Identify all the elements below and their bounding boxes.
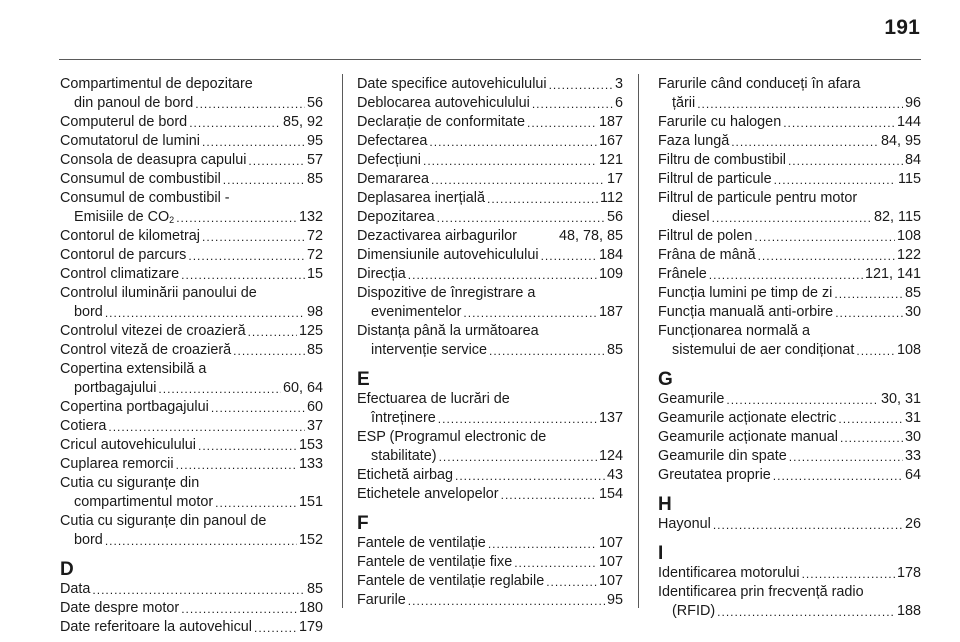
index-entry-heading (658, 583, 921, 602)
index-entry-text: Control climatizare (60, 266, 180, 282)
index-page-number: 64 (904, 467, 921, 483)
dot-leader (802, 568, 895, 581)
index-page-number: 154 (598, 486, 623, 502)
index-entry (357, 572, 623, 591)
index-page-number: 98 (306, 304, 323, 320)
index-page-number: 167 (598, 133, 623, 149)
index-entry-text: Deplasarea inerțială (357, 190, 485, 206)
index-entry-text: Date despre motor (60, 600, 180, 616)
dot-leader (774, 174, 896, 187)
dot-leader (439, 451, 597, 464)
index-entry (60, 493, 323, 512)
index-entry-text: Cotiera (60, 418, 107, 434)
index-page-number: 122 (896, 247, 921, 263)
index-entry-text: Date referitoare la autovehicul (60, 619, 252, 635)
index-entry-text: Compartimentul de depozitare (60, 76, 253, 92)
index-entry-heading (60, 474, 323, 493)
index-page-number: 43 (606, 467, 623, 483)
index-page-number: 179 (298, 619, 323, 635)
index-entry-heading (658, 75, 921, 94)
dot-leader (189, 117, 281, 130)
index-entry-text: Consumul de combustibil - (60, 190, 230, 206)
index-entry-text: bord (74, 304, 103, 320)
index-entry-text: portbagajului (74, 380, 157, 396)
index-entry (357, 75, 623, 94)
index-letter-heading: I (658, 543, 664, 564)
index-entry-heading (658, 189, 921, 208)
index-entry (60, 170, 323, 189)
dot-leader (429, 136, 597, 149)
index-entry-text: țării (672, 95, 696, 111)
dot-leader (408, 269, 597, 282)
index-entry-text: intervenție service (371, 342, 487, 358)
index-entry (60, 379, 323, 398)
dot-leader (438, 413, 597, 426)
dot-leader (437, 212, 605, 225)
index-entry-text: bord (74, 532, 103, 548)
dot-leader (92, 584, 305, 597)
index-entry-text: Depozitarea (357, 209, 435, 225)
index-entry-text: Hayonul (658, 516, 711, 532)
index-entry-heading (357, 428, 623, 447)
index-page-number: 187 (598, 304, 623, 320)
index-letter-heading: E (357, 369, 370, 390)
index-entry-text: Contorul de parcurs (60, 247, 187, 263)
index-entry-text: Dimensiunile autovehiculului (357, 247, 539, 263)
index-page-number: 72 (306, 228, 323, 244)
dot-leader (195, 98, 305, 111)
index-entry (357, 265, 623, 284)
index-page-number: 26 (904, 516, 921, 532)
index-entry-text: întreținere (371, 410, 436, 426)
index-page-number: 107 (598, 535, 623, 551)
index-entry-text: Consumul de combustibil (60, 171, 221, 187)
index-entry-heading (357, 284, 623, 303)
index-entry-text: Frâna de mână (658, 247, 756, 263)
dot-leader (532, 98, 613, 111)
index-entry (658, 227, 921, 246)
index-entry (357, 485, 623, 504)
index-page-number: 56 (606, 209, 623, 225)
index-entry-text: compartimentul motor (74, 494, 214, 510)
index-entry-text: Funcția manuală anti-orbire (658, 304, 834, 320)
index-page-number: 133 (298, 456, 323, 472)
index-entry (658, 447, 921, 466)
index-entry-text: Distanța până la următoarea (357, 323, 539, 339)
index-entry (357, 113, 623, 132)
index-entry (658, 170, 921, 189)
index-page-number: 56 (306, 95, 323, 111)
dot-leader (838, 413, 903, 426)
index-entry-text: Farurile când conduceți în afara (658, 76, 861, 92)
dot-leader (546, 576, 597, 589)
index-page-number: 153 (298, 437, 323, 453)
index-entry (60, 246, 323, 265)
dot-leader (731, 136, 879, 149)
index-entry-text: ESP (Programul electronic de (357, 429, 547, 445)
dot-leader (158, 383, 281, 396)
index-entry-text: Farurile (357, 592, 406, 608)
index-entry (60, 341, 323, 360)
index-page-number: 184 (598, 247, 623, 263)
index-entry (60, 417, 323, 436)
dot-leader (105, 535, 297, 548)
index-entry-text: Date specifice autovehiculului (357, 76, 547, 92)
dot-leader (455, 470, 605, 483)
index-entry-text: Filtru de combustibil (658, 152, 786, 168)
index-entry (658, 564, 921, 583)
index-page-number: 151 (298, 494, 323, 510)
dot-leader (541, 250, 597, 263)
dot-leader (713, 519, 903, 532)
index-entry (357, 553, 623, 572)
dot-leader (488, 538, 597, 551)
index-page-number: 85 (306, 581, 323, 597)
dot-leader (835, 307, 903, 320)
page-number: 191 (884, 16, 920, 39)
index-page-number: 57 (306, 152, 323, 168)
dot-leader (697, 98, 903, 111)
index-entry-text: din panoul de bord (74, 95, 194, 111)
index-entry (357, 341, 623, 360)
index-entry (658, 466, 921, 485)
dot-leader (783, 117, 895, 130)
dot-leader (408, 595, 605, 608)
index-entry (60, 398, 323, 417)
dot-leader (856, 345, 895, 358)
index-entry (357, 466, 623, 485)
index-entry-text: Filtrul de particule (658, 171, 772, 187)
index-entry-text: Geamurile acționate electric (658, 410, 837, 426)
column-divider-1 (342, 74, 343, 608)
index-page-number: 30, 31 (880, 391, 921, 407)
header-rule (59, 59, 921, 60)
dot-leader (198, 440, 297, 453)
index-entry-text: Computerul de bord (60, 114, 188, 130)
dot-leader (501, 489, 597, 502)
index-entry-text: Cricul autovehiculului (60, 437, 196, 453)
index-page-number: 37 (306, 418, 323, 434)
dot-leader (709, 269, 863, 282)
dot-leader (202, 231, 305, 244)
index-page-number: 107 (598, 573, 623, 589)
index-page-number: 3 (614, 76, 623, 92)
index-entry-text: Funcția lumini pe timp de zi (658, 285, 833, 301)
index-entry-heading (357, 390, 623, 409)
dot-leader (527, 117, 597, 130)
index-page-number: 85 (904, 285, 921, 301)
dot-leader (834, 288, 903, 301)
index-entry (357, 246, 623, 265)
index-entry-text: Etichetă airbag (357, 467, 453, 483)
dot-leader (248, 326, 297, 339)
index-page-number: 48, 78, 85 (558, 228, 623, 244)
index-entry-text: Etichetele anvelopelor (357, 486, 499, 502)
index-page-number: 85 (606, 342, 623, 358)
index-page-number: 72 (306, 247, 323, 263)
index-entry (357, 409, 623, 428)
index-entry-text: Filtrul de particule pentru motor (658, 190, 858, 206)
index-entry-text: Filtrul de polen (658, 228, 753, 244)
index-entry-text: Geamurile acționate manual (658, 429, 838, 445)
dot-leader (712, 212, 872, 225)
index-entry-text: Farurile cu halogen (658, 114, 782, 130)
index-entry (60, 151, 323, 170)
index-page-number: 30 (904, 429, 921, 445)
index-column-2 (357, 75, 623, 610)
dot-leader (463, 307, 597, 320)
dot-leader (431, 174, 605, 187)
index-page-number: 132 (298, 209, 323, 225)
index-entry-text: Consola de deasupra capului (60, 152, 247, 168)
column-divider-2 (638, 74, 639, 608)
index-entry-text: (RFID) (672, 603, 716, 619)
index-page-number: 85, 92 (282, 114, 323, 130)
index-entry-text: Geamurile (658, 391, 725, 407)
index-entry (60, 303, 323, 322)
index-entry (357, 170, 623, 189)
index-entry (658, 113, 921, 132)
index-entry-text: Dispozitive de înregistrare a (357, 285, 536, 301)
dot-leader (489, 345, 605, 358)
index-entry (60, 132, 323, 151)
index-entry (658, 602, 921, 621)
index-entry-text: Direcția (357, 266, 406, 282)
index-entry (60, 580, 323, 599)
dot-leader (215, 497, 297, 510)
dot-leader (788, 155, 903, 168)
index-entry-text: Cutia cu siguranțe din panoul de (60, 513, 267, 529)
index-entry (357, 151, 623, 170)
index-entry-heading (60, 360, 323, 379)
index-page-number: 112 (600, 190, 623, 206)
index-entry-text: diesel (672, 209, 710, 225)
index-entry-text: Emisiile de $CO_2$ (74, 209, 175, 225)
index-page-number: 17 (606, 171, 623, 187)
index-entry-text: Defectarea (357, 133, 428, 149)
index-entry (357, 94, 623, 113)
index-entry-heading (60, 512, 323, 531)
index-column-3 (658, 75, 921, 621)
dot-leader (181, 603, 297, 616)
index-entry-text: stabilitate) (371, 448, 437, 464)
dot-leader (223, 174, 305, 187)
index-page-number: 188 (896, 603, 921, 619)
index-page-number: 84 (904, 152, 921, 168)
index-entry-heading (357, 322, 623, 341)
index-entry (60, 436, 323, 455)
dot-leader (188, 250, 305, 263)
dot-leader (423, 155, 597, 168)
index-entry-text: Identificarea prin frecvență radio (658, 584, 864, 600)
dot-leader (758, 250, 895, 263)
index-entry (60, 455, 323, 474)
index-page-number: 187 (598, 114, 623, 130)
index-page-number: 121 (598, 152, 623, 168)
index-entry (658, 132, 921, 151)
index-entry (357, 447, 623, 466)
index-entry (658, 428, 921, 447)
index-entry (658, 208, 921, 227)
index-entry-text: Fantele de ventilație reglabile (357, 573, 545, 589)
index-page-number: 85 (306, 342, 323, 358)
index-page-number: 144 (896, 114, 921, 130)
index-entry (357, 227, 623, 246)
index-entry (357, 591, 623, 610)
index-letter-heading: H (658, 494, 672, 515)
index-entry (60, 265, 323, 284)
index-page-number: 96 (904, 95, 921, 111)
index-entry-text: Comutatorul de lumini (60, 133, 200, 149)
index-entry (60, 208, 323, 227)
dot-leader (233, 345, 305, 358)
index-entry-text: Controlul vitezei de croazieră (60, 323, 246, 339)
dot-leader (108, 421, 305, 434)
index-page-number: 15 (306, 266, 323, 282)
dot-leader (105, 307, 305, 320)
index-entry (60, 531, 323, 550)
index-entry (658, 303, 921, 322)
index-entry (658, 246, 921, 265)
index-page-number: 107 (598, 554, 623, 570)
index-page-number: 33 (904, 448, 921, 464)
index-entry-text: Identificarea motorului (658, 565, 800, 581)
dot-leader (789, 451, 903, 464)
index-page-number: 6 (614, 95, 623, 111)
index-entry (60, 227, 323, 246)
index-page-number: 60, 64 (282, 380, 323, 396)
index-entry-text: Copertina extensibilă a (60, 361, 207, 377)
index-entry-heading (658, 322, 921, 341)
index-entry (60, 113, 323, 132)
dot-leader (248, 155, 305, 168)
index-page-number: 82, 115 (874, 209, 921, 225)
index-entry-text: Data (60, 581, 91, 597)
index-page-number: 178 (896, 565, 921, 581)
index-entry-text: Faza lungă (658, 133, 730, 149)
index-column-1 (60, 75, 323, 637)
index-entry-text: Declarație de conformitate (357, 114, 525, 130)
index-entry-heading (60, 189, 323, 208)
index-page-number: 124 (598, 448, 623, 464)
dot-leader (176, 459, 297, 472)
index-entry (658, 151, 921, 170)
index-page-number: 60 (306, 399, 323, 415)
dot-leader (202, 136, 305, 149)
index-entry (357, 189, 623, 208)
index-entry (60, 322, 323, 341)
index-entry-text: Funcționarea normală a (658, 323, 810, 339)
dot-leader (754, 231, 895, 244)
index-entry-text: Greutatea proprie (658, 467, 771, 483)
index-entry (357, 132, 623, 151)
dot-leader (549, 79, 613, 92)
index-letter-heading: G (658, 369, 673, 390)
index-entry (658, 341, 921, 360)
index-entry (658, 409, 921, 428)
index-entry-text: sistemului de aer condiționat (672, 342, 855, 358)
index-page-number: 125 (298, 323, 323, 339)
dot-leader (487, 193, 598, 206)
dot-leader (176, 212, 297, 225)
index-entry-text: Fantele de ventilație fixe (357, 554, 513, 570)
index-page-number: 137 (598, 410, 623, 426)
dot-leader (181, 269, 305, 282)
index-entry (658, 284, 921, 303)
index-entry-text: Cuplarea remorcii (60, 456, 174, 472)
index-page-number: 152 (298, 532, 323, 548)
index-entry (357, 534, 623, 553)
index-entry-heading (60, 284, 323, 303)
index-page-number: 31 (904, 410, 921, 426)
index-page-number: 121, 141 (864, 266, 921, 282)
index-page-number: 30 (904, 304, 921, 320)
dot-leader (840, 432, 903, 445)
index-entry (658, 390, 921, 409)
index-entry-text: Copertina portbagajului (60, 399, 209, 415)
dot-leader (211, 402, 305, 415)
index-page-number: 115 (898, 171, 921, 187)
index-entry (357, 208, 623, 227)
index-entry (60, 599, 323, 618)
index-entry (357, 303, 623, 322)
index-entry-text: Controlul iluminării panoului de (60, 285, 257, 301)
index-entry-heading (60, 75, 323, 94)
index-entry (60, 94, 323, 113)
index-entry (60, 618, 323, 637)
index-entry-text: evenimentelor (371, 304, 462, 320)
index-entry-text: Demararea (357, 171, 429, 187)
index-entry (658, 94, 921, 113)
index-entry (658, 515, 921, 534)
index-entry-text: Geamurile din spate (658, 448, 787, 464)
index-entry-text: Efectuarea de lucrări de (357, 391, 510, 407)
index-page-number: 108 (896, 228, 921, 244)
index-entry-text: Dezactivarea airbagurilor (357, 228, 517, 244)
index-entry-text: Fantele de ventilație (357, 535, 486, 551)
dot-leader (254, 622, 297, 635)
index-entry-text: Deblocarea autovehiculului (357, 95, 530, 111)
index-entry-text: Contorul de kilometraj (60, 228, 200, 244)
index-page-number: 108 (896, 342, 921, 358)
dot-leader (717, 606, 895, 619)
index-letter-heading: F (357, 513, 369, 534)
dot-leader (773, 470, 903, 483)
index-entry (658, 265, 921, 284)
index-entry-text: Frânele (658, 266, 707, 282)
index-entry-text: Control viteză de croazieră (60, 342, 232, 358)
index-entry-text: Cutia cu siguranțe din (60, 475, 200, 491)
dot-leader (514, 557, 597, 570)
dot-leader (726, 394, 879, 407)
index-page-number: 180 (298, 600, 323, 616)
index-page-number: 95 (606, 592, 623, 608)
index-page-number: 85 (306, 171, 323, 187)
index-letter-heading: D (60, 559, 74, 580)
index-page-number: 95 (306, 133, 323, 149)
index-entry-text: Defecțiuni (357, 152, 421, 168)
index-page-number: 109 (598, 266, 623, 282)
index-page-number: 84, 95 (880, 133, 921, 149)
